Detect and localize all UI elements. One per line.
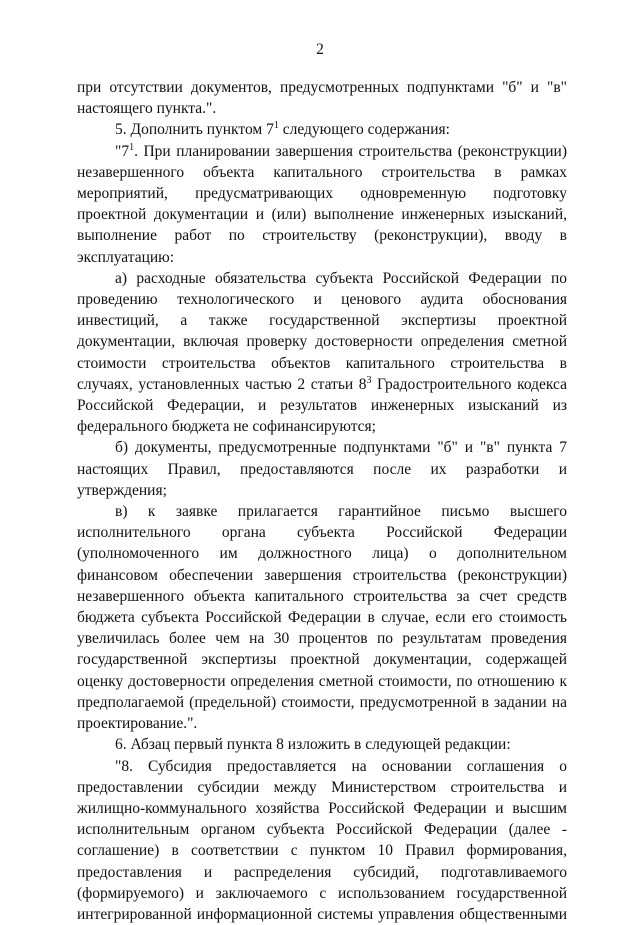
page-number: 2 xyxy=(0,40,640,60)
paragraph xyxy=(77,756,567,925)
paragraph xyxy=(77,501,567,734)
document-body xyxy=(77,77,567,925)
text-run: "7 xyxy=(115,143,129,160)
paragraph xyxy=(77,734,567,755)
paragraph xyxy=(77,119,567,140)
paragraph xyxy=(77,141,567,268)
text-run: 6. Абзац первый пункта 8 изложить в следующей редакции: xyxy=(115,736,511,753)
text-run: 5. Дополнить пунктом 7 xyxy=(115,121,274,138)
superscript: 1 xyxy=(274,120,279,131)
paragraph xyxy=(77,268,567,438)
text-run: а) расходные обязательства субъекта Российской Федерации по проведению технологического и ценового аудита обоснования инвестиций, а также государственной экспертизы проектной документации, включая проверку достоверности определения сметной стоимости строительства объектов капитального строительства в случаях, установленных частью 2 статьи 8 xyxy=(77,270,567,393)
text-run: б) документы, предусмотренные подпунктами "б" и "в" пункта 7 настоящих Правил, предоставляются после их разработки и утверждения; xyxy=(77,439,567,498)
text-run: при отсутствии документов, предусмотренных подпунктами "б" и "в" настоящего пункта.". xyxy=(77,79,567,117)
text-run: "8. Субсидия предоставляется на основании соглашения о предоставлении субсидии между Министерством строительства и жилищно-коммунального хозяйства Российской Федерации и высшим исполнительным органом субъекта Российской Федерации (далее - соглашение) в соответствии с пунктом 10 Правил формирования, предоставления и распределения субсидий, подготавливаемого (формируемого) и заключаемого с использованием государственной интегрированной информационной системы управления общественными xyxy=(77,758,567,923)
paragraph xyxy=(77,77,567,119)
text-run: . При планировании завершения строительства (реконструкции) незавершенного объекта капитального строительства в рамках мероприятий, предусматривающих одновременную подготовку проектной документации и (или) выполнение инженерных изысканий, выполнение работ по строительству (реконструкции), вводу в эксплуатацию: xyxy=(77,143,567,266)
text-run: Градостроительного кодекса Российской Федерации, и результатов инженерных изысканий из федерального бюджета не софинансируются; xyxy=(77,376,567,435)
text-run: следующего содержания: xyxy=(279,121,450,138)
paragraph xyxy=(77,437,567,501)
superscript: 1 xyxy=(129,141,134,152)
text-run: в) к заявке прилагается гарантийное письмо высшего исполнительного органа субъекта Российской Федерации (уполномоченного им должностного лица) о дополнительном финансовом обеспечении завершения строительства (реконструкции) незавершенного объекта капитального строительства за счет средств бюджета субъекта Российской Федерации в случае, если его стоимость увеличилась более чем на 30 процентов по результатам проведения государственной экспертизы проектной документации, содержащей оценку достоверности определения сметной стоимости, по отношению к предполагаемой (предельной) стоимости, предусмотренной в задании на проектирование.". xyxy=(77,503,567,732)
superscript: 3 xyxy=(367,375,372,386)
